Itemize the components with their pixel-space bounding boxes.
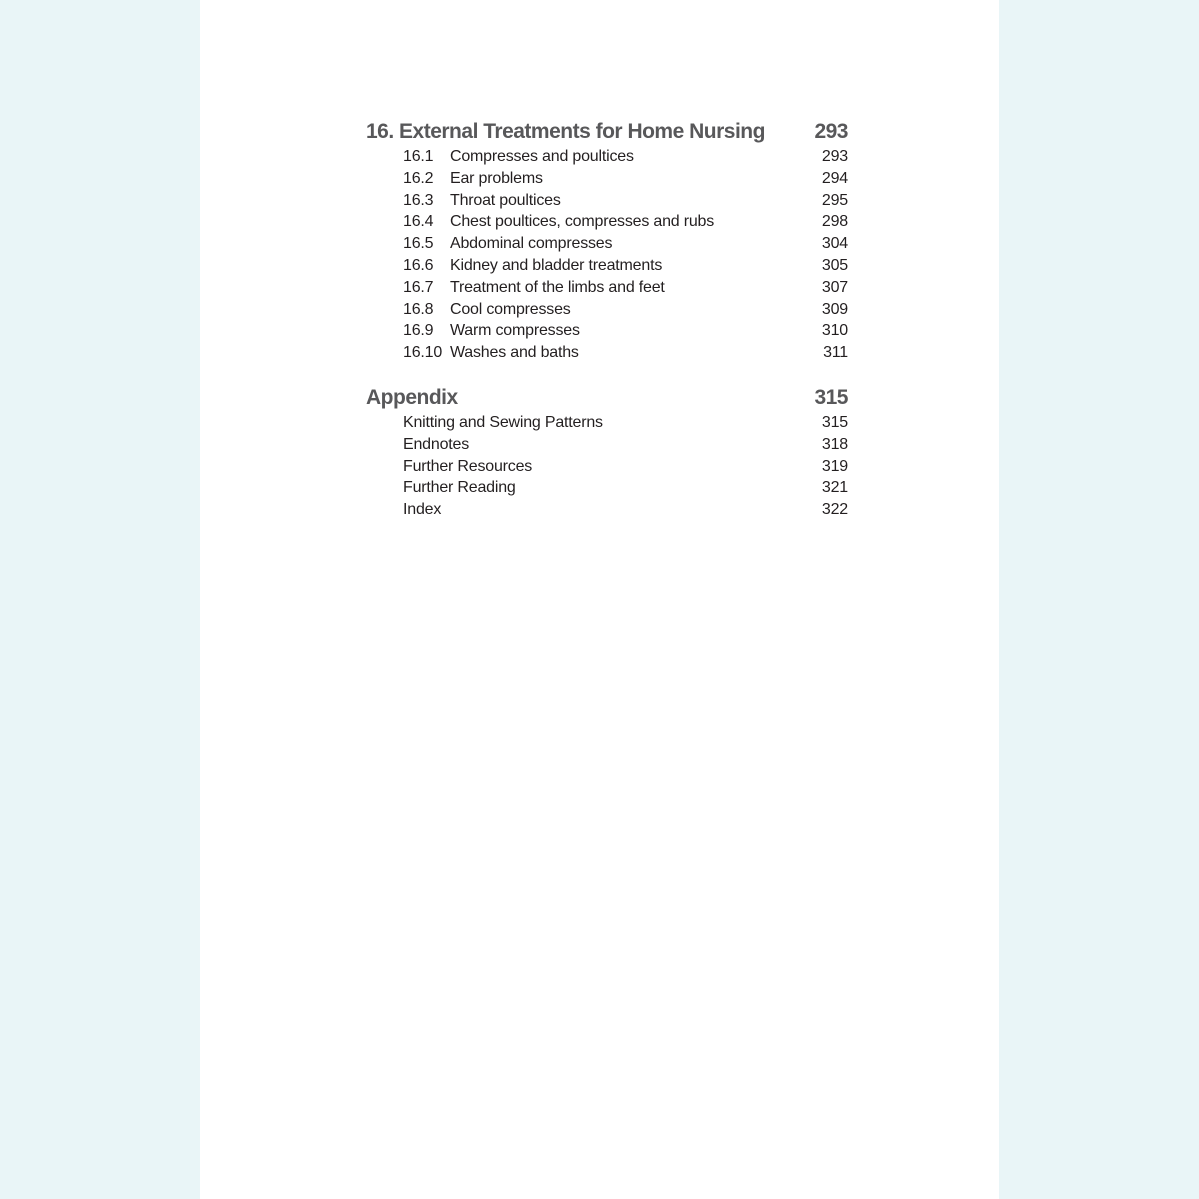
section-number: 16.7: [403, 278, 434, 296]
section-page: 318: [821, 435, 848, 453]
toc-entry: [403, 434, 848, 456]
section-title: Washes and baths: [450, 344, 579, 362]
section-number: 16.5: [403, 235, 434, 253]
toc-entry: [403, 190, 848, 212]
section-number: 16.4: [403, 213, 434, 231]
section-title: Further Reading: [403, 479, 516, 497]
section-page: 304: [821, 235, 848, 253]
section-number: 16.8: [403, 300, 434, 318]
chapter-title: Appendix: [366, 385, 458, 409]
section-spacer: [366, 364, 848, 384]
section-title: Kidney and bladder treatments: [450, 256, 663, 274]
chapter-title: 16. External Treatments for Home Nursing: [366, 120, 765, 143]
section-title: Endnotes: [403, 435, 470, 453]
toc-entry: [403, 233, 848, 255]
chapter-heading: [366, 384, 848, 412]
chapter-page: 293: [814, 120, 848, 143]
section-title: Abdominal compresses: [450, 235, 613, 253]
section-number: 16.3: [403, 191, 434, 209]
chapter-entries: [403, 412, 848, 521]
section-page: 321: [821, 479, 848, 497]
section-page: 298: [821, 213, 848, 231]
section-number: 16.1: [403, 148, 434, 165]
toc-entry: [403, 168, 848, 190]
section-page: 322: [821, 501, 848, 519]
section-number: 16.9: [403, 322, 434, 340]
section-title: Ear problems: [450, 169, 543, 187]
section-number: 16.6: [403, 256, 434, 274]
section-page: 307: [821, 278, 848, 296]
toc-entry: [403, 211, 848, 233]
chapter-heading: [366, 118, 848, 146]
section-page: 319: [821, 457, 848, 475]
section-page: 310: [821, 322, 848, 340]
section-title: Compresses and poultices: [450, 148, 634, 165]
section-title: Throat poultices: [450, 191, 561, 209]
toc-entry: [403, 456, 848, 478]
section-page: 309: [821, 300, 848, 318]
section-page: 305: [821, 256, 848, 274]
section-title: Warm compresses: [450, 322, 580, 340]
toc-entry: [403, 342, 848, 364]
section-page: 293: [821, 148, 848, 165]
section-title: Chest poultices, compresses and rubs: [450, 213, 715, 231]
chapter-page: 315: [814, 385, 848, 409]
toc-entry: [403, 277, 848, 299]
toc-entry: [403, 499, 848, 521]
toc-entry: [403, 320, 848, 342]
section-title: Knitting and Sewing Patterns: [403, 413, 603, 431]
toc-entry: [403, 477, 848, 499]
toc-entry: [403, 146, 848, 168]
section-page: 295: [821, 191, 848, 209]
section-title: Cool compresses: [450, 300, 571, 318]
section-page: 311: [823, 344, 848, 362]
section-title: Further Resources: [403, 457, 533, 475]
chapter-entries: [403, 146, 848, 364]
toc-entry: [403, 255, 848, 277]
section-page: 315: [821, 413, 848, 431]
section-title: Treatment of the limbs and feet: [450, 278, 665, 296]
section-number: 16.2: [403, 169, 434, 187]
section-page: 294: [821, 169, 848, 187]
toc-entry: [403, 412, 848, 434]
section-title: Index: [403, 501, 442, 519]
section-number: 16.10: [403, 344, 443, 362]
toc-entry: [403, 299, 848, 321]
table-of-contents: [366, 118, 848, 521]
